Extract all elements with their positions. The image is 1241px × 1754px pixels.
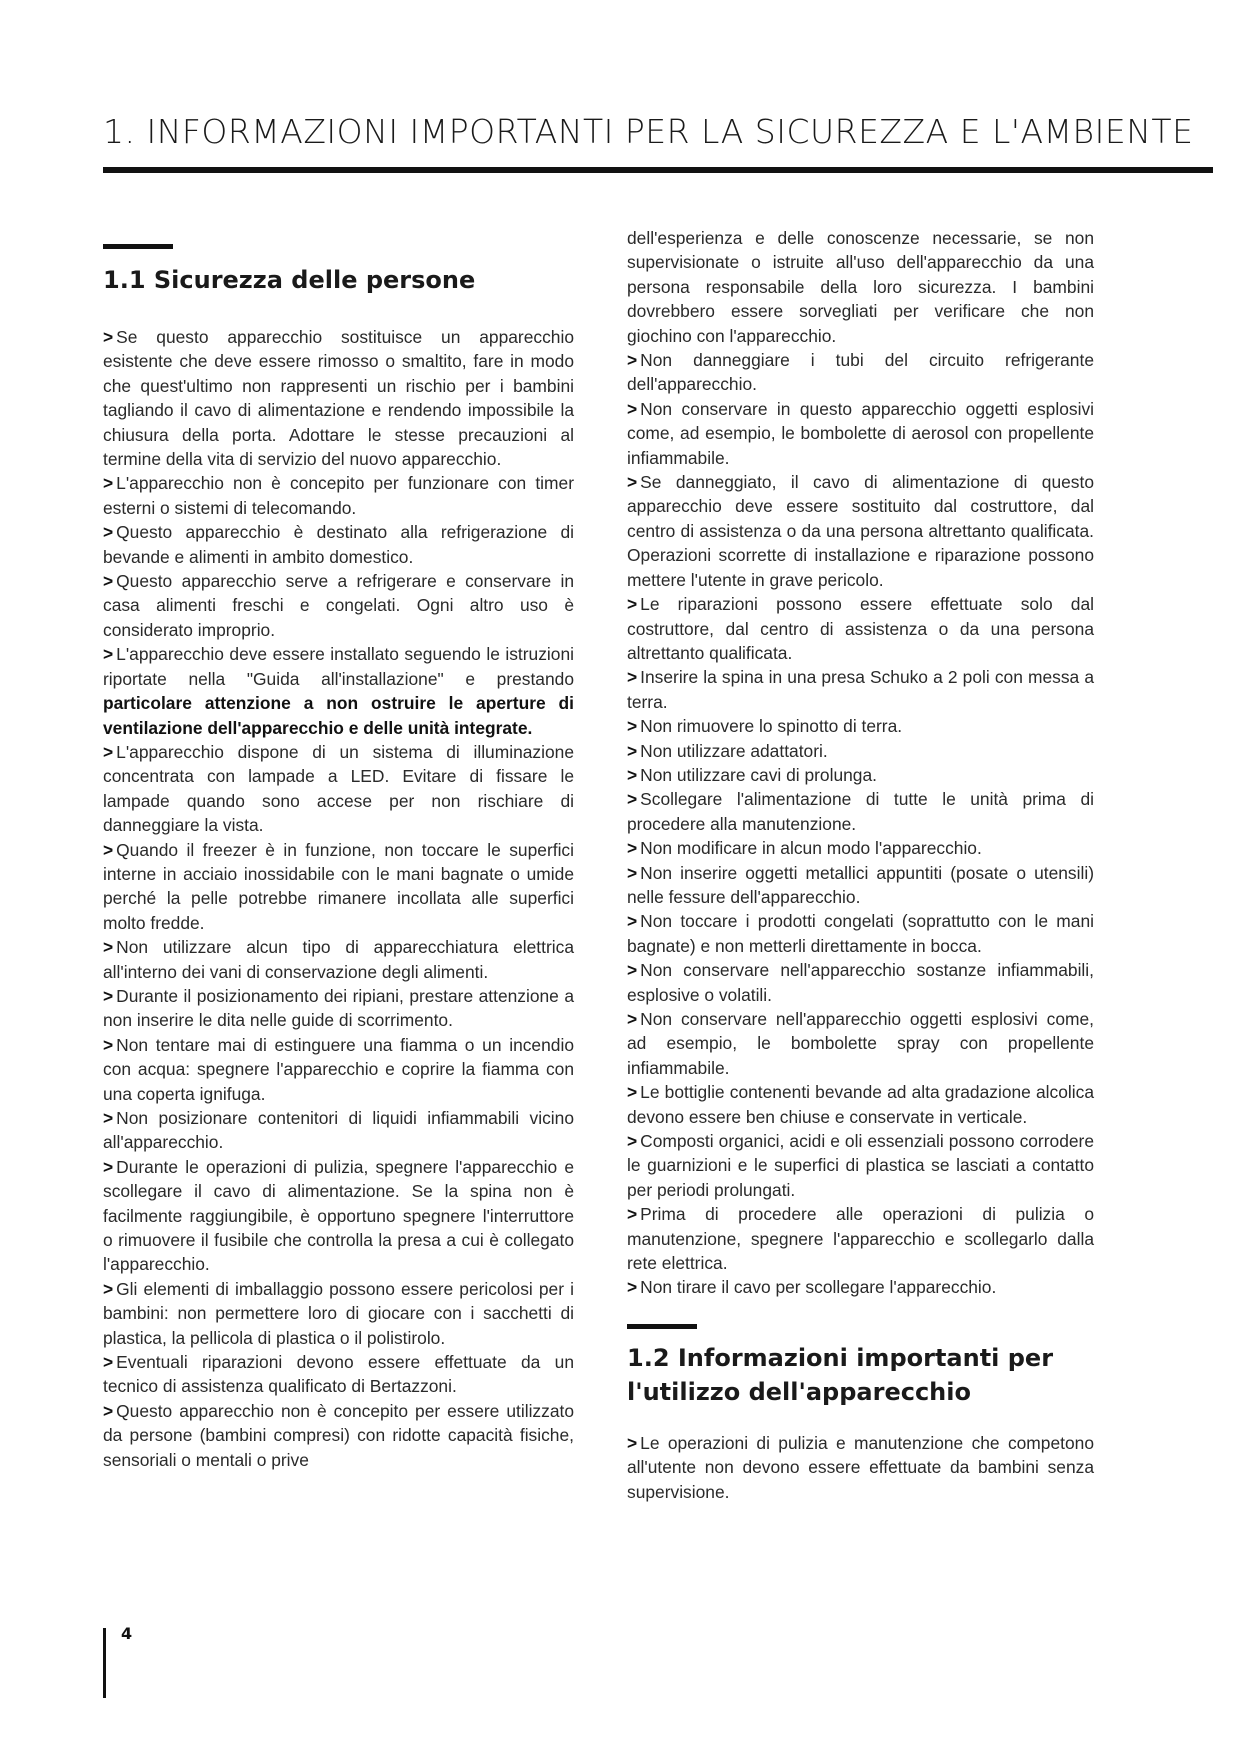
section-heading-usage: 1.2 Informazioni importanti per l'utilizzo dell'apparecchio — [627, 1343, 1054, 1406]
bullet-arrow: > — [103, 1034, 114, 1055]
list-item: > Durante le operazioni di pulizia, spegnere l'apparecchio e scollegare il cavo di alimentazione. Se la spina non è facilmente raggiungibile, è opportuno spegnere l'interruttore o rimuovere il fusibile che controlla la presa a cui è collegato l'apparecchio. — [103, 1156, 574, 1275]
bullet-arrow: > — [627, 911, 638, 932]
bullet-arrow: > — [627, 862, 638, 883]
bullet-arrow: > — [627, 960, 638, 981]
bullet-arrow: > — [103, 1352, 114, 1373]
list-item: > Le riparazioni possono essere effettuate solo dal costruttore, dal centro di assistenza o da una persona altrettanto qualificata. — [627, 594, 1094, 663]
section-accent-bar — [627, 1324, 697, 1329]
list-item: > Non utilizzare alcun tipo di apparecchiatura elettrica all'interno dei vani di conservazione degli alimenti. — [103, 937, 574, 982]
list-item: > Non toccare i prodotti congelati (soprattutto con le mani bagnate) e non metterli direttamente in bocca. — [627, 911, 1094, 956]
list-item: > L'apparecchio non è concepito per funzionare con timer esterni o sistemi di telecomando. — [103, 473, 574, 518]
list-item: > Se danneggiato, il cavo di alimentazione di questo apparecchio deve essere sostituito dal costruttore, dal centro di assistenza o da una persona altrettanto qualificata. Operazioni scorrette di installazione e riparazione possono mettere l'utente in grave pericolo. — [627, 472, 1094, 590]
list-item: > Scollegare l'alimentazione di tutte le unità prima di procedere alla manutenzione. — [627, 789, 1094, 834]
bullet-arrow: > — [627, 740, 638, 761]
page-number: 4 — [121, 1624, 133, 1643]
bullet-arrow: > — [627, 594, 638, 615]
list-item: > Inserire la spina in una presa Schuko a 2 poli con messa a terra. — [627, 667, 1094, 712]
list-item: > Non conservare nell'apparecchio sostanze infiammabili, esplosive o volatili. — [627, 960, 1094, 1005]
list-item: > Le operazioni di pulizia e manutenzione che competono all'utente non devono essere effettuate da bambini senza supervisione. — [627, 1432, 1094, 1502]
list-item: > Le bottiglie contenenti bevande ad alta gradazione alcolica devono essere ben chiuse e conservate in verticale. — [627, 1082, 1094, 1127]
list-item: > Non inserire oggetti metallici appuntiti (posate o utensili) nelle fessure dell'apparecchio. — [627, 862, 1094, 907]
list-item: > Non utilizzare adattatori. — [627, 740, 828, 761]
list-item: > Questo apparecchio serve a refrigerare e conservare in casa alimenti freschi e congelati. Ogni altro uso è considerato improprio. — [103, 571, 574, 640]
list-item: > Non tirare il cavo per scollegare l'apparecchio. — [627, 1277, 997, 1298]
bullet-arrow: > — [627, 838, 638, 859]
list-item: > Eventuali riparazioni devono essere effettuate da un tecnico di assistenza qualificato di Bertazzoni. — [103, 1352, 574, 1397]
list-item: > L'apparecchio dispone di un sistema di illuminazione concentrata con lampade a LED. Evitare di fissare le lampade quando sono accese per non rischiare di danneggiare la vista. — [103, 741, 574, 836]
bullet-arrow: > — [103, 741, 114, 762]
list-item: > Non modificare in alcun modo l'apparecchio. — [627, 838, 982, 859]
list-item: > Prima di procedere alle operazioni di pulizia o manutenzione, spegnere l'apparecchio e scollegarlo dalla rete elettrica. — [627, 1204, 1094, 1274]
page-title: 1. INFORMAZIONI IMPORTANTI PER LA SICUREZZA E L'AMBIENTE — [103, 112, 1194, 151]
list-item: > Non utilizzare cavi di prolunga. — [627, 764, 877, 785]
section-heading-safety: 1.1 Sicurezza delle persone — [103, 266, 476, 294]
bullet-arrow: > — [103, 522, 114, 543]
list-item: > Questo apparecchio è destinato alla refrigerazione di bevande e alimenti in ambito domestico. — [103, 522, 574, 567]
bullet-arrow: > — [103, 937, 114, 958]
list-item: > Non conservare nell'apparecchio oggetti esplosivi come, ad esempio, le bombolette spray con propellente infiammabile. — [627, 1009, 1094, 1078]
list-item: > Non tentare mai di estinguere una fiamma o un incendio con acqua: spegnere l'apparecchio e coprire la fiamma con una coperta ignifuga. — [103, 1034, 574, 1104]
right-column — [627, 226, 1094, 1504]
bullet-arrow: > — [103, 571, 114, 592]
list-item: > Non posizionare contenitori di liquidi infiammabili vicino all'apparecchio. — [103, 1108, 574, 1153]
bullet-arrow: > — [103, 985, 114, 1006]
list-item: > Non conservare in questo apparecchio oggetti esplosivi come, ad esempio, le bombolette di aerosol con propellente infiammabile. — [627, 398, 1094, 468]
section-accent-bar — [103, 244, 173, 249]
list-item: > Non danneggiare i tubi del circuito refrigerante dell'apparecchio. — [627, 350, 1094, 395]
bullet-arrow: > — [103, 1108, 114, 1128]
bullet-arrow: > — [627, 1204, 638, 1225]
list-item: > Composti organici, acidi e oli essenziali possono corrodere le guarnizioni e le superfici di plastica se lasciati a contatto per periodi prolungati. — [627, 1131, 1094, 1200]
bullet-arrow: > — [103, 1278, 114, 1299]
bullet-arrow: > — [627, 789, 638, 810]
bullet-arrow: > — [103, 1400, 114, 1421]
bullet-arrow: > — [103, 473, 114, 494]
list-item: > Questo apparecchio non è concepito per essere utilizzato da persone (bambini compresi) con ridotte capacità fisiche, sensoriali o mentali o prive — [103, 1400, 574, 1470]
bullet-arrow: > — [627, 472, 638, 493]
bullet-arrow: > — [627, 1009, 638, 1029]
list-item: > Gli elementi di imballaggio possono essere pericolosi per i bambini: non permettere loro di giocare con i sacchetti di plastica, la pellicola di plastica o il polistirolo. — [103, 1278, 574, 1348]
bullet-arrow: > — [103, 839, 114, 860]
bullet-arrow: > — [103, 644, 114, 665]
list-item-installation: > L'apparecchio deve essere installato seguendo le istruzioni riportate nella "Guida all'installazione" e prestando particolare attenzione a non ostruire le aperture di ventilazione dell'apparecchio e delle unità integrate. — [103, 644, 574, 738]
bullet-arrow: > — [627, 1432, 638, 1453]
page-number-bar — [103, 1628, 106, 1698]
continued-paragraph: dell'esperienza e delle conoscenze necessarie, se non supervisionate o istruite all'uso dell'apparecchio da una persona responsabile della loro sicurezza. I bambini dovrebbero essere sorvegliati per verificare che non giochino con l'apparecchio. — [627, 228, 1094, 346]
bullet-arrow: > — [627, 764, 638, 785]
bullet-arrow: > — [627, 716, 638, 737]
list-item: > Quando il freezer è in funzione, non toccare le superfici interne in acciaio inossidabile con le mani bagnate o umide perché la pelle potrebbe rimanere incollata alle superfici molto fredde. — [103, 839, 574, 933]
bullet-arrow: > — [627, 1277, 638, 1298]
section-usage — [627, 1324, 1094, 1504]
bullet-arrow: > — [627, 1131, 638, 1152]
list-item: > Non rimuovere lo spinotto di terra. — [627, 716, 903, 737]
bullet-arrow: > — [103, 327, 114, 347]
bullet-arrow: > — [627, 398, 638, 419]
bullet-arrow: > — [103, 1156, 114, 1177]
list-item: > Durante il posizionamento dei ripiani, prestare attenzione a non inserire le dita nelle guide di scorrimento. — [103, 985, 574, 1031]
bold-warning: particolare attenzione a non ostruire le aperture di ventilazione dell'apparecchio e delle unità integrate. — [103, 693, 574, 738]
left-column — [103, 228, 574, 1472]
bullet-arrow: > — [627, 1082, 638, 1103]
list-item: > Se questo apparecchio sostituisce un apparecchio esistente che deve essere rimosso o smaltito, fare in modo che quest'ultimo non rappresenti un rischio per i bambini tagliando il cavo di alimentazione e rendendo impossibile la chiusura della porta. Adottare le stesse precauzioni al termine della vita di servizio del nuovo apparecchio. — [103, 327, 574, 470]
title-rule — [103, 167, 1213, 173]
bullet-arrow: > — [627, 667, 638, 688]
bullet-arrow: > — [627, 350, 638, 371]
